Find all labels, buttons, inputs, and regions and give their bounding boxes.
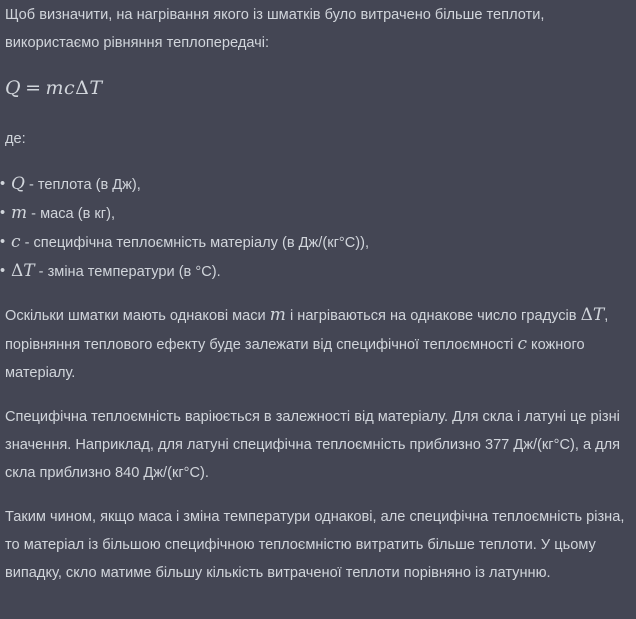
where-label: де: (5, 131, 26, 147)
formula-equals: = (25, 77, 42, 99)
definition-text: - теплота (в Дж), (24, 177, 141, 193)
formula-delta: Δ (75, 77, 90, 99)
inline-delta: Δ (580, 305, 593, 325)
symbol-delta: Δ (11, 261, 24, 281)
inline-symbol-c: c (517, 334, 527, 354)
formula-rhs-t: T (89, 77, 103, 99)
para1-part2: і нагріваються на однакове число градусів (285, 308, 581, 324)
para1-part4: кожного матеріалу. (5, 337, 585, 381)
symbol-delta-t (11, 261, 35, 281)
symbol-t: T (23, 261, 35, 281)
list-item (0, 228, 630, 257)
para1-part1: Оскільки шматки мають однакові маси (5, 308, 270, 324)
heat-transfer-formula (5, 73, 630, 103)
bullet-icon: • (0, 176, 6, 192)
definitions-list (0, 170, 630, 286)
bullet-icon: • (0, 234, 6, 250)
paragraph-same-mass (5, 301, 630, 387)
formula-rhs-vars: mc (45, 77, 76, 99)
para1-part3: , порівняння теплового ефекту буде залежати від специфічної теплоємності (5, 308, 609, 353)
definition-text: - маса (в кг), (27, 206, 116, 222)
symbol-m: m (11, 203, 28, 223)
list-item (0, 199, 630, 228)
list-item (0, 257, 630, 286)
paragraph-specific-heat: Специфічна теплоємність варіюється в залежності від матеріалу. Для скла і латуні це різні значення. Наприклад, для латуні специфічна теплоємність приблизно 377 Дж/(кг°C), а для скла приблизно 840 Дж/(кг°C). (5, 409, 621, 481)
bullet-icon: • (0, 263, 6, 279)
definition-text: - зміна температури (в °C). (34, 264, 221, 280)
bullet-icon: • (0, 205, 6, 221)
inline-symbol-m: m (269, 305, 286, 325)
formula-lhs: Q (5, 77, 22, 99)
symbol-q: Q (11, 174, 25, 194)
intro-text: Щоб визначити, на нагрівання якого із шматків було витрачено більше теплоти, використаємо рівняння теплопередачі: (5, 7, 545, 51)
symbol-c: c (11, 232, 21, 252)
inline-t: T (592, 305, 605, 325)
inline-symbol-delta-t (581, 305, 605, 325)
paragraph-conclusion: Таким чином, якщо маса і зміна температури однакові, але специфічна теплоємність різна, то матеріал із більшою специфічною теплоємністю витратить більше теплоти. У цьому випадку, скло матиме більшу кількість витраченої теплоти порівняно із латунню. (5, 509, 625, 581)
definition-text: - специфічна теплоємність матеріалу (в Дж/(кг°C)), (20, 235, 370, 251)
list-item (0, 170, 630, 199)
